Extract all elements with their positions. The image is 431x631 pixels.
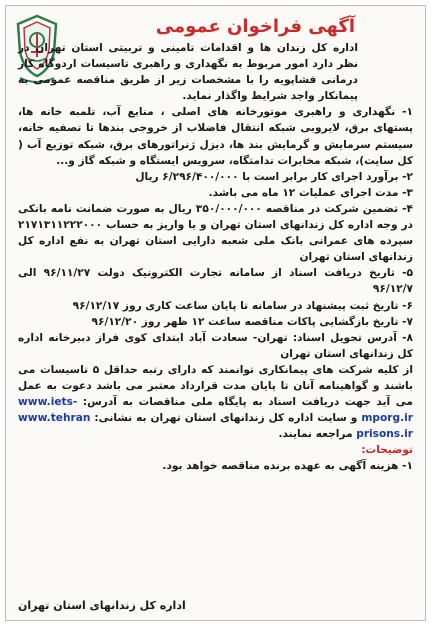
- note-1: ۱- هزینه آگهی به عهده برنده مناقصه خواهد بود.: [162, 460, 413, 473]
- announcement-page: [5, 5, 426, 621]
- item-document-dates: ۵- تاریخ دریافت اسناد از سامانه تجارت الکترونیک دولت ۹۶/۱۱/۲۷ الی ۹۶/۱۲/۷: [18, 267, 413, 296]
- intro-paragraph: اداره کل زندان ها و اقدامات تامینی و تربیتی استان تهران در نظر دارد امور مربوط به نگهداری و راهبری تاسیسات اردوگاه کار درمانی فشاپویه را با مشخصات زیر از طریق مناقصه عمومی به پیمانکار واجد شرایط واگذار نماید.: [18, 42, 358, 103]
- item-duration: ۳- مدت اجرای عملیات ۱۲ ماه می باشد.: [208, 186, 413, 199]
- notes-heading: توضیحات:: [361, 444, 413, 457]
- invitation-text: از کلیه شرکت های پیمانکاری توانمند که دارای رتبه حداقل ۵ تاسیسات می باشند و گواهینامه آنان تا پایان مدت قرارداد معتبر می باشد دعوت به عمل می آید جهت دریافت اسناد به پایگاه ملی مناقصات به آدرس:: [18, 363, 413, 409]
- item-guarantee: ۴- تضمین شرکت در مناقصه ۳۵۰/۰۰۰/۰۰۰ ریال به صورت ضمانت نامه بانکی در وجه اداره کل زندانهای استان تهران و یا واریز به حساب ۲۱۷۱۳۱۱۲۲۲۰۰۰ سپرده های عمرانی بانک ملی شعبه دارایی استان تهران به نفع اداره کل زندانهای استان تهران: [18, 202, 413, 264]
- announcement-body: [18, 40, 413, 475]
- tender-portal-link[interactable]: www.iets-mporg.ir: [18, 396, 413, 425]
- item-bid-deadline: ۶- تاریخ ثبت پیشنهاد در سامانه تا پایان ساعت کاری روز ۹۶/۱۲/۱۷: [72, 299, 413, 312]
- url-suffix-text: مراجعه نمایند.: [278, 428, 353, 441]
- prisons-site-link[interactable]: www.tehran prisons.ir: [18, 412, 413, 441]
- invitation-paragraph: [18, 362, 413, 442]
- item-address: ۸- آدرس تحویل اسناد: تهران- سعادت آباد ابتدای کوی فراز دبیرخانه اداره کل زندانهای استان تهران: [18, 331, 413, 360]
- footer-organization: اداره کل زندانهای استان تهران: [18, 599, 186, 612]
- announcement-title: آگهی فراخوان عمومی: [155, 16, 355, 37]
- url-connector-text: و سایت اداره کل زندانهای استان تهران به نشانی:: [94, 412, 358, 425]
- item-scope: ۱- نگهداری و راهبری موتورخانه های اصلی ، منابع آب، تلمبه خانه ها، پستهای برق، لایروبی شبکه انتقال فاضلاب از خروجی بندها تا تصفیه خانه، سیستم سرمایش و گرمایش بند ها، دیزل ژنراتورهای برق، شبکه توزیع آب ( کل سایت)، شبکه مخابرات ندامتگاه، سرویس ایستگاه و شبکه گاز و...: [18, 106, 413, 167]
- item-opening-date: ۷- تاریخ بازگشایی پاکات مناقصه ساعت ۱۲ ظهر روز ۹۶/۱۲/۲۰: [91, 315, 413, 328]
- item-estimate: ۲- برآورد اجرای کار برابر است با ۶/۲۹۶/۴۰۰/۰۰۰ ریال: [135, 170, 413, 183]
